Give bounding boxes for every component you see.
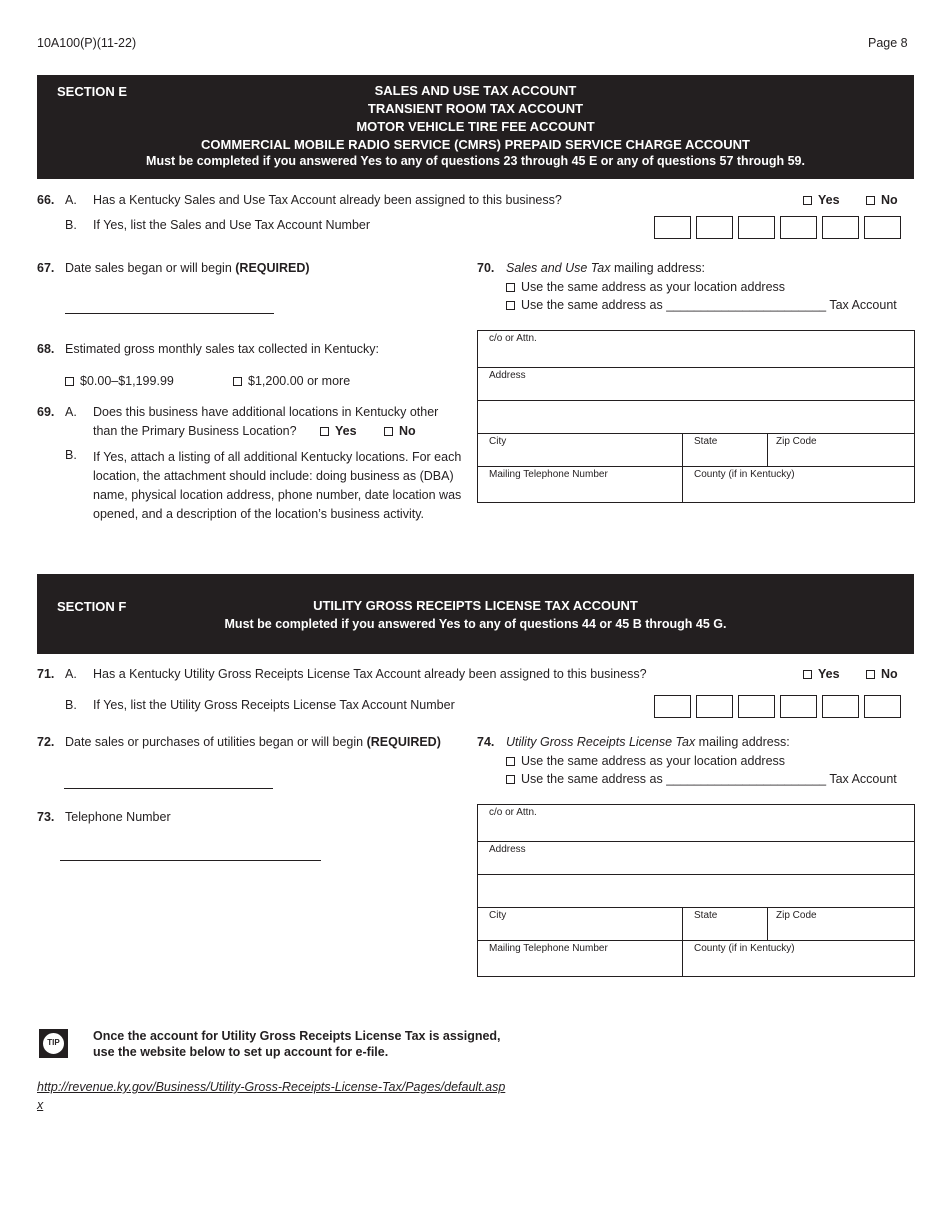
q69-b-text: If Yes, attach a listing of all additional Kentucky locations. For each location, the attachment should include: doing business as (DBA) name, physical location address, phone number, date location was opened, and a description of the location’s business activity. bbox=[93, 450, 462, 521]
q69-a-letter: A. bbox=[65, 405, 77, 419]
q69-a-line1: Does this business have additional locations in Kentucky other bbox=[93, 405, 439, 419]
digit-box[interactable] bbox=[654, 216, 691, 239]
checkbox-icon[interactable] bbox=[866, 196, 875, 205]
q71-yes-option[interactable]: Yes bbox=[803, 667, 840, 681]
digit-box[interactable] bbox=[822, 695, 859, 718]
digit-box[interactable] bbox=[696, 695, 733, 718]
q66-b-text: If Yes, list the Sales and Use Tax Account Number bbox=[93, 218, 371, 232]
q69-number: 69. bbox=[37, 405, 55, 419]
q66-a-letter: A. bbox=[65, 193, 77, 207]
state-label: State bbox=[694, 436, 718, 447]
q68-option-low[interactable]: $0.00–$1,199.99 bbox=[65, 374, 174, 388]
checkbox-icon[interactable] bbox=[65, 377, 74, 386]
q70-address-block bbox=[477, 330, 915, 503]
q72-number: 72. bbox=[37, 735, 55, 749]
address-label: Address bbox=[489, 370, 526, 381]
q73-number: 73. bbox=[37, 810, 55, 824]
q67-number: 67. bbox=[37, 261, 55, 275]
checkbox-icon[interactable] bbox=[320, 427, 329, 436]
checkbox-icon[interactable] bbox=[506, 301, 515, 310]
county-label: County (if in Kentucky) bbox=[694, 469, 795, 480]
q71-a-text: Has a Kentucky Utility Gross Receipts License Tax Account already been assigned to this business? bbox=[93, 667, 647, 681]
checkbox-icon[interactable] bbox=[384, 427, 393, 436]
q72-text: Date sales or purchases of utilities began or will begin (REQUIRED) bbox=[65, 735, 441, 749]
form-id: 10A100(P)(11-22) bbox=[37, 36, 137, 50]
city-state-zip-row bbox=[478, 908, 914, 941]
q72-date-field[interactable] bbox=[64, 788, 273, 789]
digit-box[interactable] bbox=[864, 216, 901, 239]
address-line-2-field[interactable] bbox=[478, 401, 914, 434]
city-label: City bbox=[489, 910, 507, 921]
attn-field[interactable] bbox=[478, 331, 914, 368]
digit-box[interactable] bbox=[696, 216, 733, 239]
section-e-note: Must be completed if you answered Yes to any of questions 23 through 45 E or any of questions 57 through 59. bbox=[146, 154, 805, 168]
q66-a-text: Has a Kentucky Sales and Use Tax Account already been assigned to this business? bbox=[93, 193, 562, 207]
checkbox-icon[interactable] bbox=[506, 775, 515, 784]
state-label: State bbox=[694, 910, 718, 921]
q66-no-option[interactable]: No bbox=[866, 193, 898, 207]
phone-county-row bbox=[478, 941, 914, 976]
checkbox-icon[interactable] bbox=[506, 757, 515, 766]
phone-county-row bbox=[478, 467, 914, 502]
section-e-banner bbox=[37, 75, 914, 179]
tip-icon: TIP bbox=[39, 1029, 68, 1058]
address-label: Address bbox=[489, 844, 526, 855]
q70-title: Sales and Use Tax mailing address: bbox=[506, 261, 705, 275]
county-label: County (if in Kentucky) bbox=[694, 943, 795, 954]
q68-number: 68. bbox=[37, 342, 55, 356]
q69-no-option[interactable]: No bbox=[384, 424, 416, 438]
digit-box[interactable] bbox=[780, 695, 817, 718]
address-field[interactable] bbox=[478, 368, 914, 401]
q68-option-high[interactable]: $1,200.00 or more bbox=[233, 374, 350, 388]
attn-field[interactable] bbox=[478, 805, 914, 842]
section-f-title: UTILITY GROSS RECEIPTS LICENSE TAX ACCOUNT bbox=[313, 598, 638, 613]
checkbox-icon[interactable] bbox=[506, 283, 515, 292]
q67-text: Date sales began or will begin (REQUIRED) bbox=[65, 261, 310, 275]
q69-a-line2: than the Primary Business Location? bbox=[93, 424, 297, 438]
page-number: Page 8 bbox=[868, 36, 908, 50]
q71-account-number-boxes[interactable] bbox=[654, 695, 901, 718]
checkbox-icon[interactable] bbox=[803, 670, 812, 679]
section-f-note: Must be completed if you answered Yes to any of questions 44 or 45 B through 45 G. bbox=[224, 617, 727, 631]
digit-box[interactable] bbox=[738, 216, 775, 239]
zip-label: Zip Code bbox=[776, 910, 817, 921]
q73-telephone-field[interactable] bbox=[60, 860, 321, 861]
checkbox-icon[interactable] bbox=[233, 377, 242, 386]
checkbox-icon[interactable] bbox=[803, 196, 812, 205]
attn-label: c/o or Attn. bbox=[489, 333, 537, 344]
zip-label: Zip Code bbox=[776, 436, 817, 447]
phone-label: Mailing Telephone Number bbox=[489, 469, 608, 480]
section-e-title-4: COMMERCIAL MOBILE RADIO SERVICE (CMRS) PREPAID SERVICE CHARGE ACCOUNT bbox=[201, 137, 750, 152]
q70-number: 70. bbox=[477, 261, 495, 275]
address-line-2-field[interactable] bbox=[478, 875, 914, 908]
checkbox-icon[interactable] bbox=[866, 670, 875, 679]
q74-number: 74. bbox=[477, 735, 495, 749]
digit-box[interactable] bbox=[738, 695, 775, 718]
q66-yes-option[interactable]: Yes bbox=[803, 193, 840, 207]
q66-number: 66. bbox=[37, 193, 55, 207]
tip-line-2: use the website below to set up account for e-file. bbox=[93, 1045, 389, 1059]
address-field[interactable] bbox=[478, 842, 914, 875]
q70-option-same-account[interactable]: Use the same address as _______________________ Tax Account bbox=[506, 298, 897, 312]
section-f-banner bbox=[37, 574, 914, 654]
section-e-label: SECTION E bbox=[57, 84, 128, 99]
q69-b-letter: B. bbox=[65, 448, 77, 462]
q67-date-field[interactable] bbox=[65, 313, 274, 314]
phone-label: Mailing Telephone Number bbox=[489, 943, 608, 954]
q71-b-letter: B. bbox=[65, 698, 77, 712]
attn-label: c/o or Attn. bbox=[489, 807, 537, 818]
q74-address-block bbox=[477, 804, 915, 977]
q74-option-same-location[interactable]: Use the same address as your location address bbox=[506, 754, 785, 768]
q73-text: Telephone Number bbox=[65, 810, 171, 824]
q71-a-letter: A. bbox=[65, 667, 77, 681]
section-e-title-3: MOTOR VEHICLE TIRE FEE ACCOUNT bbox=[356, 119, 595, 134]
q74-title: Utility Gross Receipts License Tax mailing address: bbox=[506, 735, 790, 749]
q69-yes-option[interactable]: Yes bbox=[320, 424, 357, 438]
tip-line-1: Once the account for Utility Gross Receipts License Tax is assigned, bbox=[93, 1029, 501, 1043]
city-label: City bbox=[489, 436, 507, 447]
section-f-label: SECTION F bbox=[57, 599, 127, 614]
efile-link[interactable]: http://revenue.ky.gov/Business/Utility-Gross-Receipts-License-Tax/Pages/default.aspx bbox=[37, 1080, 506, 1112]
q71-number: 71. bbox=[37, 667, 55, 681]
city-state-zip-row bbox=[478, 434, 914, 467]
section-e-title-1: SALES AND USE TAX ACCOUNT bbox=[374, 83, 577, 98]
q66-b-letter: B. bbox=[65, 218, 77, 232]
section-e-title-2: TRANSIENT ROOM TAX ACCOUNT bbox=[367, 101, 584, 116]
digit-box[interactable] bbox=[654, 695, 691, 718]
q68-text: Estimated gross monthly sales tax collected in Kentucky: bbox=[65, 342, 380, 356]
digit-box[interactable] bbox=[780, 216, 817, 239]
digit-box[interactable] bbox=[822, 216, 859, 239]
q70-option-same-location[interactable]: Use the same address as your location address bbox=[506, 280, 785, 294]
digit-box[interactable] bbox=[864, 695, 901, 718]
q71-b-text: If Yes, list the Utility Gross Receipts License Tax Account Number bbox=[93, 698, 455, 712]
q71-no-option[interactable]: No bbox=[866, 667, 898, 681]
q66-account-number-boxes[interactable] bbox=[654, 216, 901, 239]
q74-option-same-account[interactable]: Use the same address as _______________________ Tax Account bbox=[506, 772, 897, 786]
